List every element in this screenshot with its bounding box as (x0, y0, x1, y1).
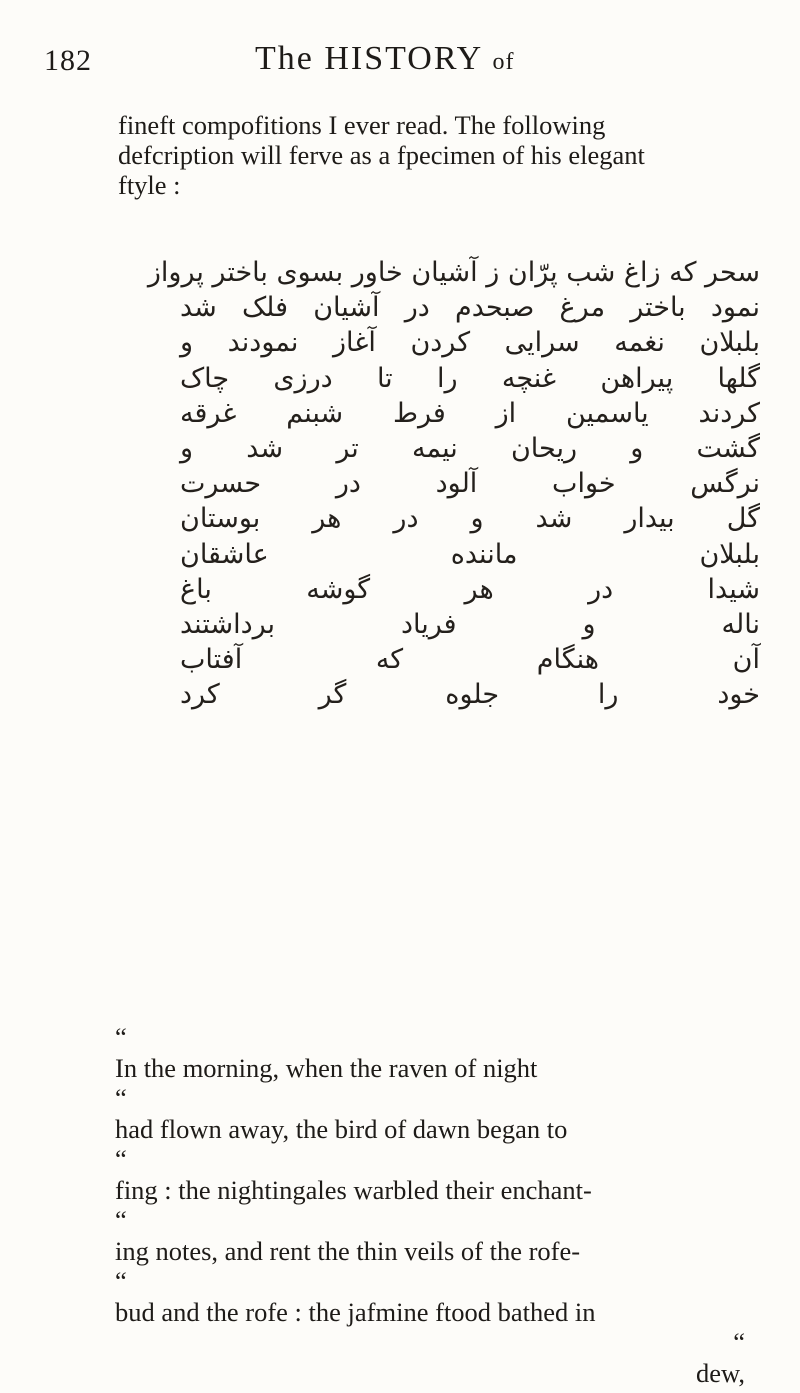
running-head-of: of (492, 49, 515, 75)
intro-line: defcription will ferve as a fpecimen of his elegant (118, 140, 645, 170)
persian-line: آن هنگام که آفتاب (180, 644, 760, 676)
running-head (255, 40, 514, 78)
translation-line-text: ing notes, and rent the thin veils of the rofe- (115, 1235, 581, 1266)
persian-line: گلها پیراهن غنچه را تا درزی چاک (180, 362, 760, 394)
quote-mark: “ (115, 1266, 127, 1296)
persian-line: بلبلان ماننده عاشقان (180, 538, 760, 570)
translation-line (115, 1083, 775, 1144)
intro-line: ftyle : (118, 170, 181, 200)
translation-line-text: fing : the nightingales warbled their enchant- (115, 1174, 592, 1205)
running-head-title: The HISTORY (255, 40, 482, 77)
translation-line (115, 1266, 775, 1327)
quote-mark: “ (115, 1083, 127, 1113)
translation-line-text: In the morning, when the raven of night (115, 1052, 538, 1083)
quote-mark: “ (115, 1022, 127, 1052)
persian-line: گل بیدار شد و در هر بوستان (180, 503, 760, 535)
translation-line (115, 1144, 775, 1205)
persian-line: نرگس خواب آلود در حسرت (180, 468, 760, 500)
catchword-line (115, 1327, 775, 1388)
quote-mark: “ (115, 1205, 127, 1235)
persian-line: ناله و فریاد برداشتند (180, 609, 760, 641)
persian-line: گشت و ریحان نیمه تر شد و (180, 433, 760, 465)
intro-paragraph (118, 110, 778, 200)
catchword: dew, (695, 1357, 745, 1388)
translation-line-text: bud and the rofe : the jafmine ftood bathed in (115, 1296, 596, 1327)
page-number: 182 (44, 44, 92, 77)
translation-line-text: had flown away, the bird of dawn began to (115, 1113, 568, 1144)
persian-line: کردند یاسمین از فرط شبنم غرقه (180, 397, 760, 429)
translation-paragraph (115, 1022, 775, 1388)
persian-line: سحر که زاغ شب پرّان ز آشیان خاور بسوی باختر پرواز (147, 257, 760, 288)
intro-line: fineft compofitions I ever read. The following (118, 110, 606, 140)
persian-passage (147, 255, 760, 713)
persian-line: نمود باختر مرغ صبحدم در آشیان فلک شد (180, 292, 760, 324)
translation-line (115, 1022, 775, 1083)
quote-mark: “ (115, 1144, 127, 1174)
translation-line (115, 1205, 775, 1266)
persian-line: خود را جلوه گر کرد (180, 679, 760, 711)
persian-line: بلبلان نغمه سرایی کردن آغاز نمودند و (180, 327, 760, 359)
persian-line: شیدا در هر گوشه باغ (180, 573, 760, 605)
quote-mark: “ (733, 1327, 745, 1357)
